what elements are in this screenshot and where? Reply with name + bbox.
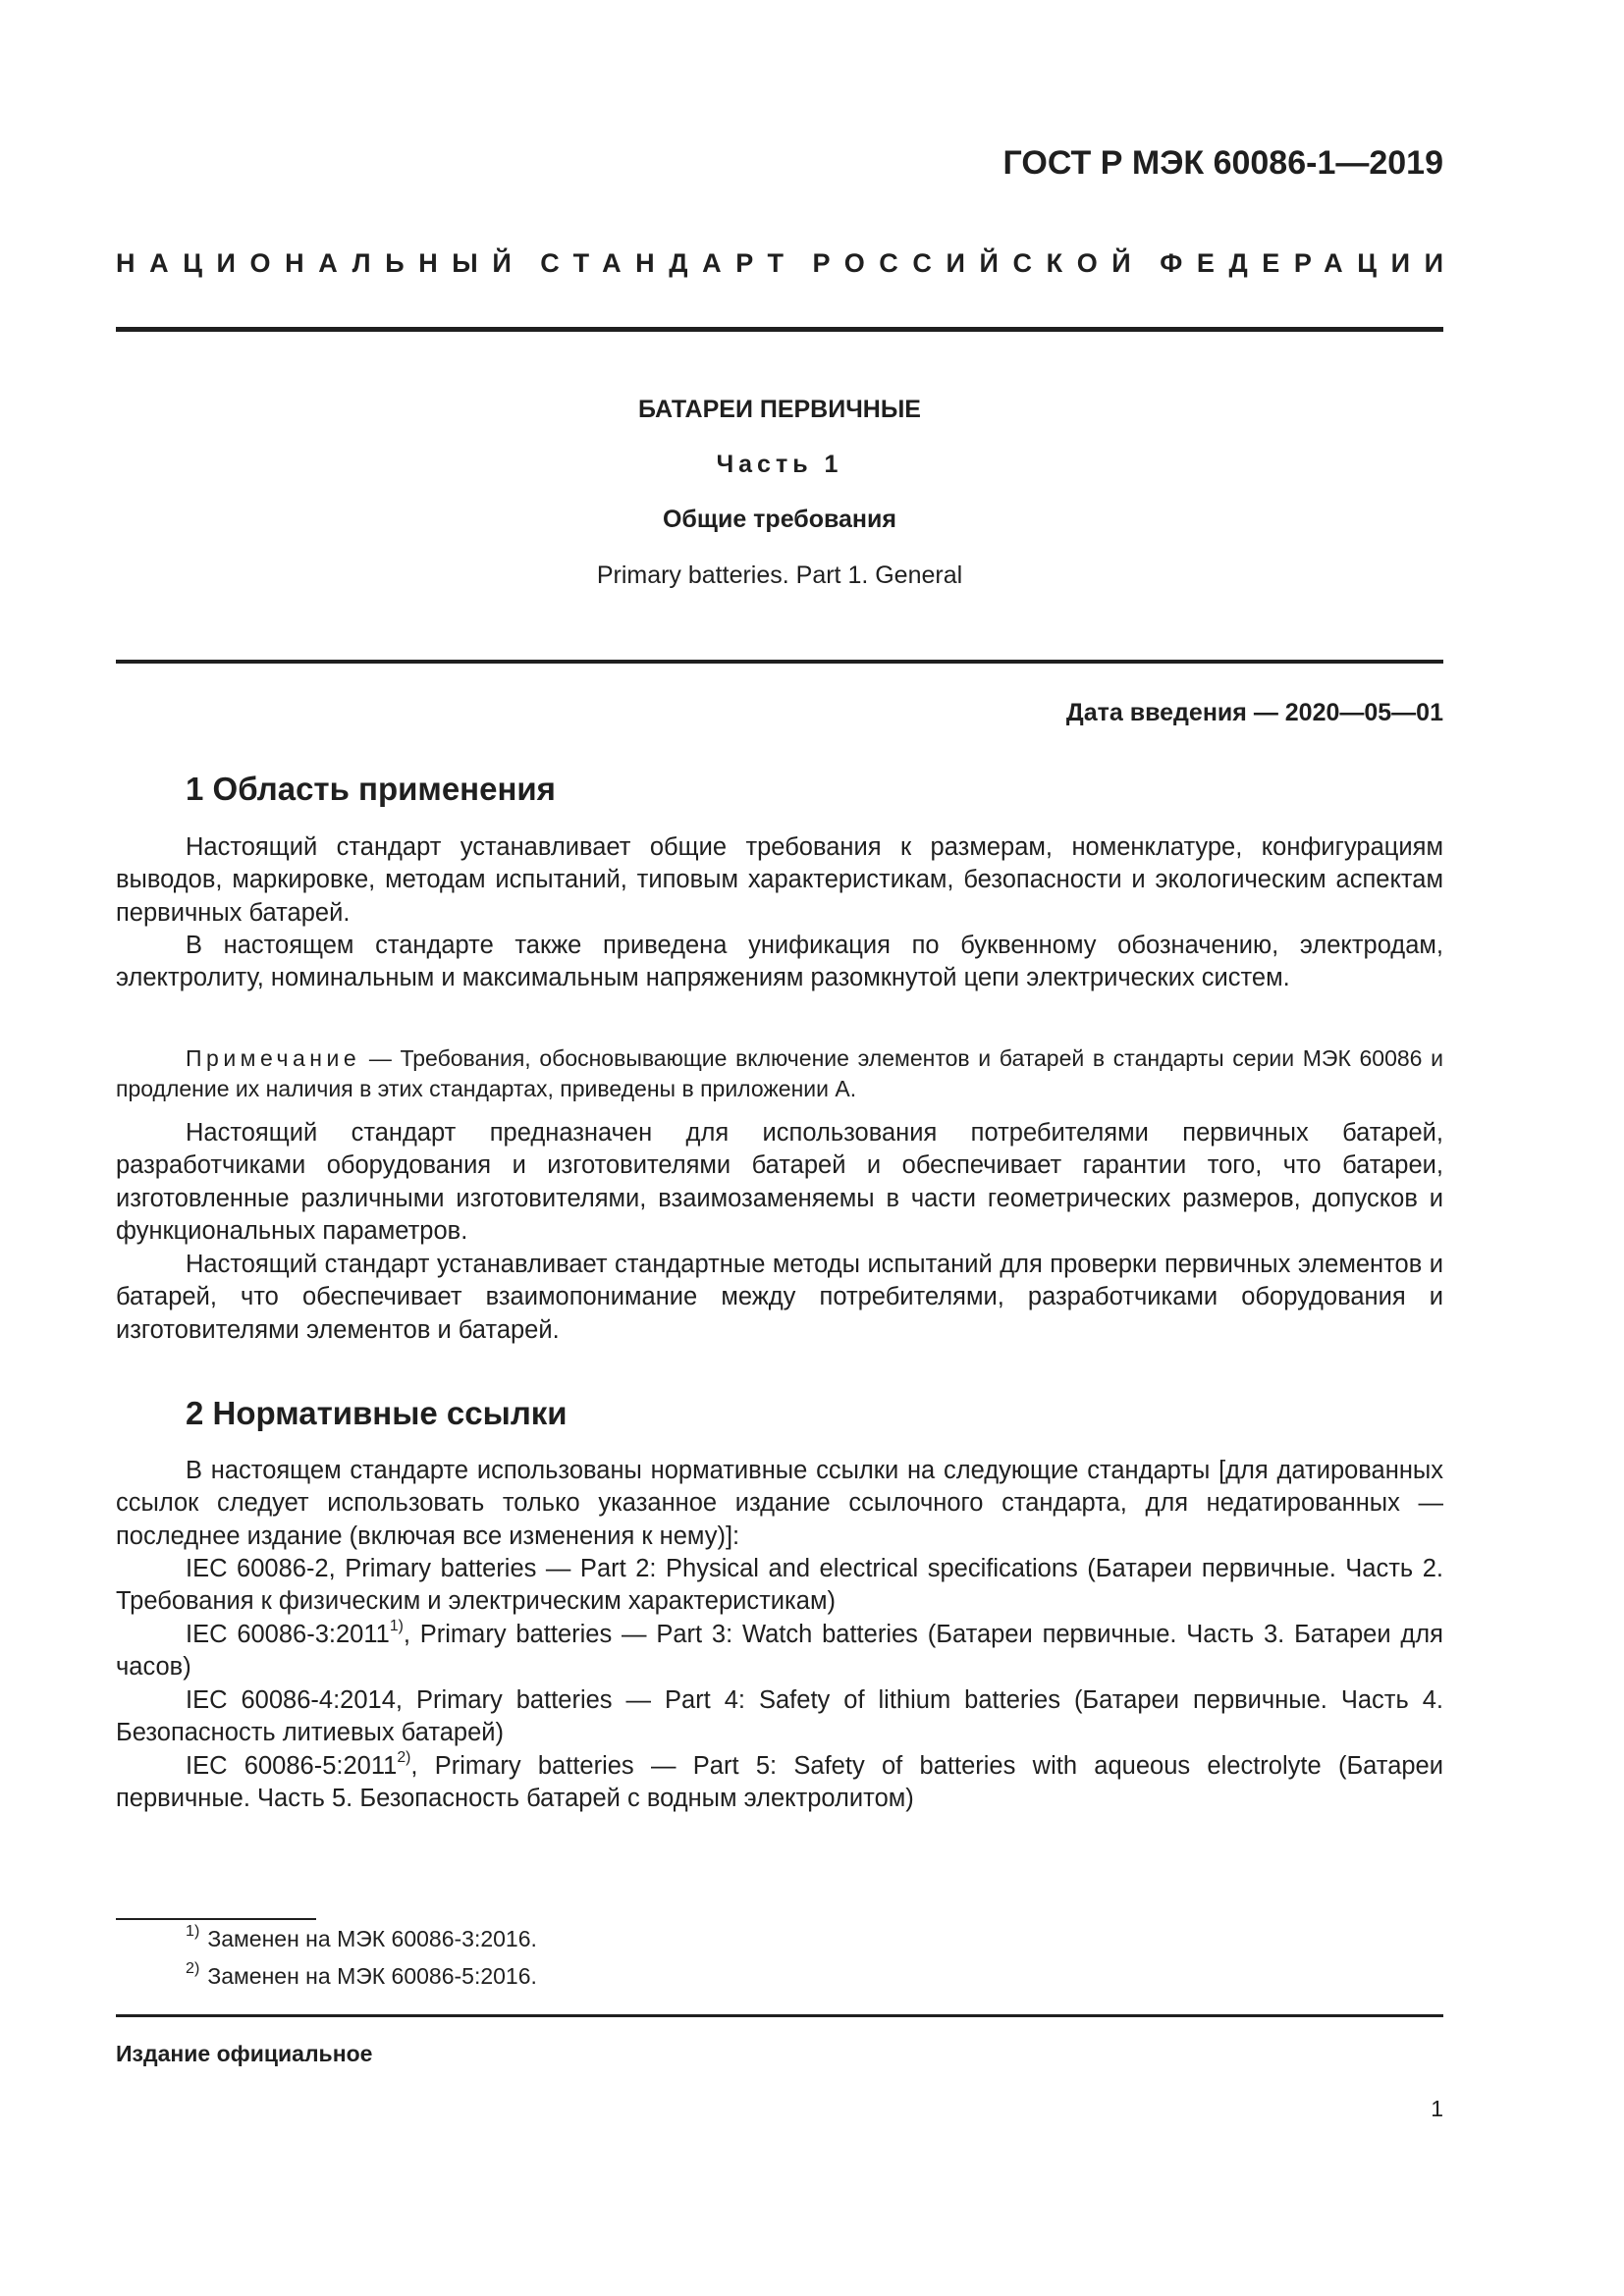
note-text: — Требования, обосновывающие включение элементов и батарей в стандарты серии МЭК 60086 и продление их наличия в этих стандартах, приведены в приложении А. xyxy=(116,1045,1443,1101)
document-title: БАТАРЕИ ПЕРВИЧНЫЕ xyxy=(638,396,921,423)
document-subtitle: Общие требования xyxy=(662,506,896,533)
header-divider xyxy=(116,327,1443,332)
footnote-mark: 1) xyxy=(389,1618,404,1635)
normative-reference: IEC 60086-4:2014, Primary batteries — Part 4: Safety of lithium batteries (Батареи первичные. Часть 4. Безопасность литиевых батарей) xyxy=(116,1686,1443,1747)
note-label: Примечание xyxy=(186,1045,361,1071)
banner-word: СТАНДАРТ xyxy=(540,248,798,278)
section-2-intro: В настоящем стандарте использованы нормативные ссылки на следующие стандарты [для датированных ссылок следует использовать только указанное издание ссылочного стандарта, для недатированных — последнее издание (включая все изменения к нему)]: xyxy=(116,1457,1443,1550)
banner-word: РОССИЙСКОЙ xyxy=(812,248,1146,278)
section-1-paragraph: Настоящий стандарт устанавливает стандартные методы испытаний для проверки первичных элементов и батарей, что обеспечивает взаимопонимание между потребителями, разработчиками оборудования и изготовителями элементов и батарей. xyxy=(116,1251,1443,1344)
standard-code: ГОСТ Р МЭК 60086-1—2019 xyxy=(1002,144,1443,182)
normative-reference: IEC 60086-3:2011$^{1)}$, Primary batteries — Part 3: Watch batteries (Батареи первичные. Часть 3. Батареи для часов) xyxy=(116,1618,1443,1682)
section-1-heading: 1 Область применения xyxy=(186,771,556,807)
section-1-paragraph: В настоящем стандарте также приведена унификация по буквенному обозначению, электродам, электролиту, номинальным и максимальным напряжениям разомкнутой цепи электрических систем. xyxy=(116,932,1443,992)
introduction-date: Дата введения — 2020—05—01 xyxy=(1065,699,1443,726)
section-2-heading: 2 Нормативные ссылки xyxy=(186,1395,568,1431)
normative-reference: IEC 60086-5:2011$^{2)}$, Primary batteries — Part 5: Safety of batteries with aqueous electrolyte (Батареи первичные. Часть 5. Безопасность батарей с водным электролитом) xyxy=(116,1749,1443,1813)
footnote-separator xyxy=(116,1918,316,1920)
document-part: Часть 1 xyxy=(716,451,843,478)
page-number: 1 xyxy=(1431,2096,1443,2121)
official-edition-label: Издание официальное xyxy=(116,2041,373,2066)
footnote: $^{2)}$ Заменен на МЭК 60086-5:2016. xyxy=(186,1958,537,1989)
section-1-paragraph: Настоящий стандарт устанавливает общие требования к размерам, номенклатуре, конфигурациям выводов, маркировке, методам испытаний, типовым характеристикам, безопасности и экологическим аспектам первичных батарей. xyxy=(116,833,1443,927)
title-divider xyxy=(116,660,1443,664)
national-standard-banner xyxy=(116,248,1458,279)
section-1-paragraph: Настоящий стандарт предназначен для использования потребителями первичных батарей, разработчиками оборудования и изготовителями батарей и обеспечивает гарантии того, что батареи, изготовленные различными изготовителями, взаимозаменяемы в части геометрических размеров, допусков и функциональных параметров. xyxy=(116,1119,1443,1245)
normative-reference: IEC 60086-2, Primary batteries — Part 2: Physical and electrical specifications (Батареи первичные. Часть 2. Требования к физическим и электрическим характеристикам) xyxy=(116,1555,1443,1616)
english-title: Primary batteries. Part 1. General xyxy=(596,561,963,589)
footer-divider xyxy=(116,2014,1443,2017)
banner-word: НАЦИОНАЛЬНЫЙ xyxy=(116,248,526,278)
footnote: $^{1)}$ Заменен на МЭК 60086-3:2016. xyxy=(186,1921,537,1951)
footnote-mark: 2) xyxy=(397,1749,411,1767)
section-1-note xyxy=(116,1043,1443,1104)
banner-word: ФЕДЕРАЦИИ xyxy=(1160,248,1458,278)
